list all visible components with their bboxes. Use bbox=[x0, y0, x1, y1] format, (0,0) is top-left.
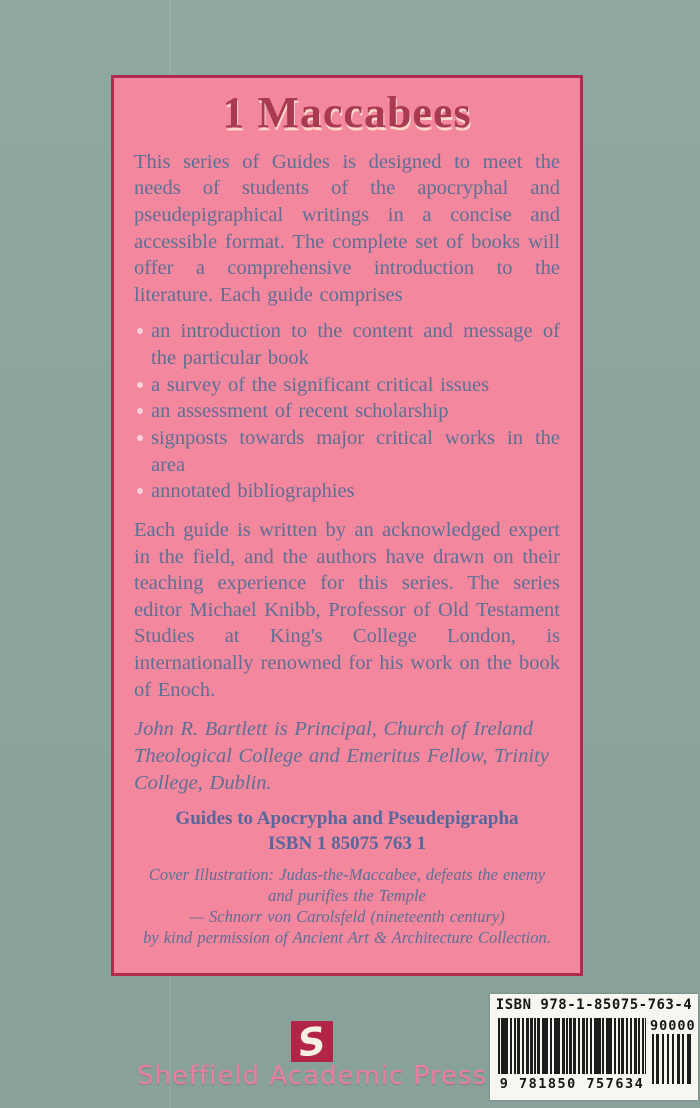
series-intro-paragraph: This series of Guides is designed to meet the needs of students of the apocryphal and pseudepigraphical writings in a concise and accessible format. The complete set of books will offer a comprehensive introduction to the literature. Each guide comprises bbox=[134, 150, 560, 306]
book-title: 1 Maccabees bbox=[222, 88, 472, 137]
cover-credit bbox=[134, 865, 560, 949]
bullet-dot-icon bbox=[137, 382, 143, 388]
barcode-addon-value: 90000 bbox=[650, 1018, 696, 1034]
bullet-list bbox=[134, 318, 560, 504]
bullet-item: an introduction to the content and message of the particular book bbox=[134, 318, 560, 371]
publisher-name: Sheffield Academic Press bbox=[136, 1061, 488, 1091]
credit-line: by kind permission of Ancient Art & Architecture Collection. bbox=[143, 927, 551, 947]
barcode-isbn-text: ISBN 978-1-85075-763-4 bbox=[495, 997, 693, 1013]
credit-line: Cover Illustration: Judas-the-Maccabee, defeats the enemy bbox=[148, 864, 546, 884]
bullet-item: a survey of the significant critical issues bbox=[134, 372, 560, 399]
bullet-item: annotated bibliographies bbox=[134, 478, 560, 505]
barcode-addon-bars-icon bbox=[652, 1034, 692, 1084]
authors-paragraph: Each guide is written by an acknowledged expert in the field, and the authors have drawn on their teaching experience for this series. The series editor Michael Knibb, Professor of Old Testament Studies at King's College London, is internationally renowned for his work on the book of Enoch. bbox=[134, 518, 560, 701]
series-name: Guides to Apocrypha and Pseudepigrapha bbox=[175, 808, 519, 830]
barcode-bars-icon bbox=[498, 1018, 646, 1074]
bullet-dot-icon bbox=[137, 328, 143, 334]
series-isbn: ISBN 1 85075 763 1 bbox=[267, 832, 427, 854]
bullet-item: signposts towards major critical works in the area bbox=[134, 425, 560, 478]
bullet-dot-icon bbox=[137, 408, 143, 414]
publisher-logo-letter: S bbox=[295, 1017, 329, 1066]
series-info bbox=[134, 807, 560, 856]
bullet-dot-icon bbox=[137, 488, 143, 494]
publisher-logo bbox=[291, 1017, 333, 1066]
barcode-panel bbox=[490, 994, 698, 1100]
barcode-digits: 9 781850 757634 bbox=[499, 1076, 645, 1092]
author-bio: John R. Bartlett is Principal, Church of Ireland Theological College and Emeritus Fellow, Trinity College, Dublin. bbox=[134, 718, 549, 794]
bullet-dot-icon bbox=[137, 435, 143, 441]
info-panel bbox=[111, 75, 583, 976]
credit-line: and purifies the Temple bbox=[268, 885, 426, 905]
bullet-item: an assessment of recent scholarship bbox=[134, 398, 560, 425]
credit-line: — Schnorr von Carolsfeld (nineteenth century) bbox=[189, 906, 505, 926]
